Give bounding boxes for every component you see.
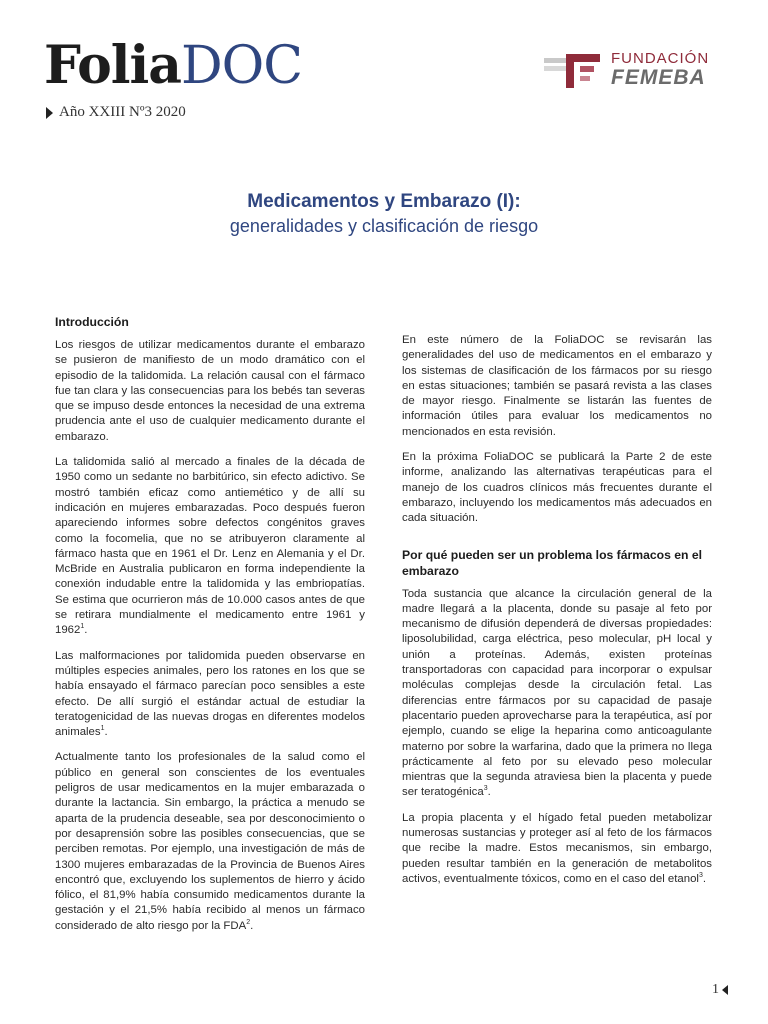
- paragraph: Actualmente tanto los profesionales de la salud como el público en general son conscientes de los eventuales peligros de usar medicamentos en la mujer embarazada o durante la lactancia. Sin embargo, la práctica a menudo se aparta de la prudencia deseable, sea por desconocimiento o por desaprensión sobre las posibles consecuencias, que se perciben remotas. Por ejemplo, una investigación de más de 1300 mujeres embarazadas de la Provincia de Buenos Aires encontró que, excluyendo los suplementos de hierro y ácido fólico, el 81,9% había consumido medicamentos durante la gestación y el 21,5% había recibido al menos un fármaco considerado de alto riesgo por la FDA$^2$.: [55, 751, 365, 932]
- left-column: [55, 314, 365, 944]
- femeba-emblem-icon: [544, 52, 606, 92]
- fundacion-text: FUNDACIÓN: [611, 50, 710, 67]
- triangle-left-icon: [722, 985, 728, 995]
- page-number-text: 1: [712, 982, 719, 997]
- reference-marker: 2: [246, 918, 251, 926]
- section-heading-introduccion: Introducción: [55, 315, 129, 329]
- paragraph: Los riesgos de utilizar medicamentos durante el embarazo se pusieron de manifiesto de un modo dramático con el episodio de la talidomida. La relación causal con el fármaco fue tan clara y las consecuencias para los bebés tan severas que se impuso desde entonces la necesidad de una extrema prudencia ante el uso de cualquier medicamento durante el embarazo.: [55, 339, 365, 443]
- paragraph: La talidomida salió al mercado a finales de la década de 1950 como un sedante no barbitúrico, sin efecto adictivo. Se mostró también eficaz como antiemético y de allí su indicación en mujeres embarazadas. Poco después fueron apareciendo informes sobre defectos congénitos graves como la focomelia, que no se atribuyeron claramente al fármaco hasta que en 1961 el Dr. Lenz en Alemania y el Dr. McBride en Australia publicaron en forma independiente la conexión indudable entre la talidomida y las embriopatías. Se estima que ocurrieron más de 10.000 casos antes de que se retirara mundialmente el medicamento entre 1961 y 1962$^1$.: [55, 456, 365, 637]
- paragraph: En este número de la FoliaDOC se revisarán las generalidades del uso de medicamentos en el embarazo y los sistemas de clasificación de los fármacos por su riesgo en estas situaciones; también se pasará revista a las clases de mayor riesgo. Finalmente se listarán las fuentes de información útiles para evaluar los medicamentos no mencionados en esta revisión.: [402, 334, 712, 438]
- reference-marker: 1: [80, 623, 85, 631]
- page-number: [712, 982, 728, 998]
- article-title: Medicamentos y Embarazo (I):: [247, 191, 521, 212]
- femeba-text: FEMEBA: [611, 66, 706, 89]
- article-title-block: [0, 190, 768, 238]
- logo-doc-text: DOC: [180, 36, 303, 96]
- paragraph: La propia placenta y el hígado fetal pueden metabolizar numerosas sustancias y proteger así al feto de los fármacos que recibe la madre. Estos mecanismos, sin embargo, pueden resultar también en la generación de metabolitos activos, eventualmente tóxicos, como en el caso del etanol$^3$.: [402, 811, 712, 885]
- paragraph-text: Las malformaciones por talidomida pueden observarse en múltiples especies animales, pero los ratones en los que se había ensayado el fármaco parecían poco sensibles a este efecto. De allí surgió el estándar actual de estudiar la teratogenicidad de las nuevas drogas en diferentes modelos animales: [55, 649, 365, 739]
- triangle-bullet-icon: [46, 107, 53, 119]
- reference-marker: 1: [100, 725, 105, 733]
- reference-marker: 3: [483, 785, 488, 793]
- section-heading-por-que: Por qué pueden ser un problema los fármacos en el embarazo: [402, 547, 703, 578]
- issue-text: Año XXIII Nº3 2020: [59, 104, 186, 120]
- femeba-logo: [544, 50, 724, 94]
- foliadoc-logo: [44, 36, 302, 96]
- article-subtitle: generalidades y clasificación de riesgo: [229, 216, 539, 236]
- paragraph-text: La talidomida salió al mercado a finales de la década de 1950 como un sedante no barbitúrico, sin efecto adictivo. Se mostró también eficaz como antiemético y de allí su indicación en mujeres embarazadas. Poco después fueron apareciendo informes sobre defectos congénitos graves como la focomelia, que no se atribuyeron claramente al fármaco hasta que en 1961 el Dr. Lenz en Alemania y el Dr. McBride en Australia publicaron en forma independiente la conexión indudable entre la talidomida y las embriopatías. Se estima que ocurrieron más de 10.000 casos antes de que se retirara mundialmente el medicamento entre 1961 y 1962: [55, 456, 365, 637]
- paragraph-text: Toda sustancia que alcance la circulación general de la madre llegará a la placenta, donde su pasaje al feto por mecanismo de difusión dependerá de diversas propiedades: liposolubilidad, carga eléctrica, peso molecular, pH local y unión a proteínas. Además, existen proteínas transportadoras con capacidad para incorporar o expulsar moléculas complejas desde la circulación fetal. Las diferencias entre fármacos por su capacidad de pasaje placentario pueden aprovecharse para la terapéutica, así por ejemplo, cuando se elige la heparina como anticoagulante materno por sobre la warfarina, dado que la primera no llega prácticamente al feto por su elevado peso molecular mientras que la segunda atraviesa bien la placenta y puede ser teratogénica: [402, 587, 712, 799]
- issue-label: [46, 104, 186, 121]
- paragraph: Toda sustancia que alcance la circulación general de la madre llegará a la placenta, donde su pasaje al feto por mecanismo de difusión dependerá de diversas propiedades: liposolubilidad, carga eléctrica, peso molecular, pH local y unión a proteínas. Además, existen proteínas transportadoras con capacidad para incorporar o expulsar moléculas complejas desde la circulación fetal. Las diferencias entre fármacos por su capacidad de pasaje placentario pueden aprovecharse para la terapéutica, así por ejemplo, cuando se elige la heparina como anticoagulante materno por sobre la warfarina, dado que la primera no llega prácticamente al feto por su elevado peso molecular mientras que la segunda atraviesa bien la placenta y puede ser teratogénica$^3$.: [402, 587, 712, 799]
- reference-marker: 3: [698, 872, 703, 880]
- paragraph-text: La propia placenta y el hígado fetal pueden metabolizar numerosas sustancias y proteger así al feto de los fármacos que recibe la madre. Estos mecanismos, sin embargo, pueden resultar también en la generación de metabolitos activos, eventualmente tóxicos, como en el caso del etanol: [402, 811, 712, 885]
- paragraph: En la próxima FoliaDOC se publicará la Parte 2 de este informe, analizando las alternativas terapéuticas para el manejo de los cuadros clínicos más frecuentes durante el embarazo, incluyendo los medicamentos más adecuados en cada situación.: [402, 451, 712, 525]
- right-column: [402, 333, 712, 897]
- paragraph-text: Actualmente tanto los profesionales de la salud como el público en general son conscientes de los eventuales peligros de usar medicamentos en la mujer embarazada o durante la lactancia. Sin embargo, la práctica a menudo se aparta de la prudencia deseable, sea por desconocimiento o por desaprensión sobre las posibles consecuencias, que se perciben remotas. Por ejemplo, una investigación de más de 1300 mujeres embarazadas de la Provincia de Buenos Aires encontró que, excluyendo los suplementos de hierro y ácido fólico, el 81,9% había consumido medicamentos durante la gestación y el 21,5% había recibido al menos un fármaco considerado de alto riesgo por la FDA: [55, 751, 365, 932]
- logo-folia-text: Folia: [44, 35, 181, 96]
- femeba-wordmark: [611, 50, 709, 89]
- paragraph: Las malformaciones por talidomida pueden observarse en múltiples especies animales, pero los ratones en los que se había ensayado el fármaco parecían poco sensibles a este efecto. De allí surgió el estándar actual de estudiar la teratogenicidad de las nuevas drogas en diferentes modelos animales$^1$.: [55, 649, 365, 739]
